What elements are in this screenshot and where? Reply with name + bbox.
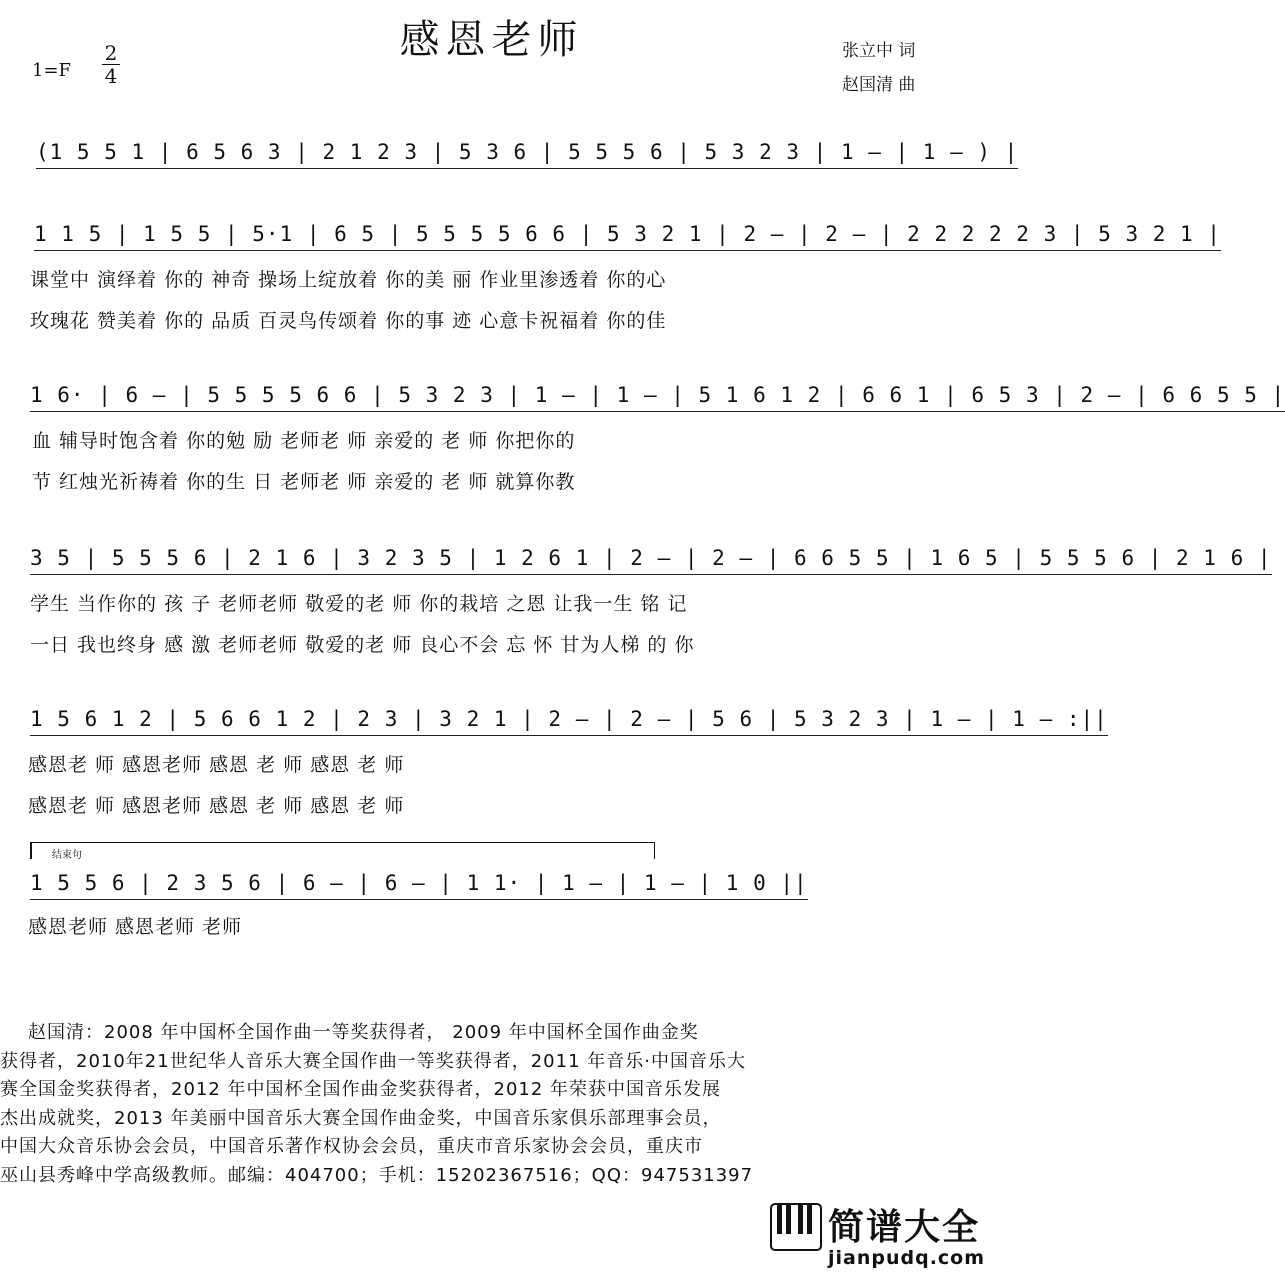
time-signature-bottom: 4	[104, 64, 118, 88]
staff-line-3: 1 6· | 6 — | 5 5 5 5 6 6 | 5 3 2 3 | 1 — | 1 — | 5 1 6 1 2 | 6 6 1 | 6 5 3 | 2 — | 6 6 5 5 |	[30, 383, 1285, 412]
lyric-line-5-verse-2: 感恩老 师 感恩老师 感恩 老 师 感恩 老 师	[28, 795, 405, 817]
lyric-line-3-verse-2: 节 红烛光祈祷着 你的生 日 老师老 师 亲爱的 老 师 就算你教	[32, 471, 576, 493]
staff-line-4: 3 5 | 5 5 5 6 | 2 1 6 | 3 2 3 5 | 1 2 6 1 | 2 — | 2 — | 6 6 5 5 | 1 6 5 | 5 5 5 6 | 2 1 6 |	[30, 546, 1272, 575]
key-signature: 1=F	[32, 60, 72, 81]
staff-line-1: (1 5 5 1 | 6 5 6 3 | 2 1 2 3 | 5 3 6 | 5 5 5 6 | 5 3 2 3 | 1 — | 1 — ) |	[36, 140, 1018, 169]
bio-line: 获得者，2010年21世纪华人音乐大赛全国作曲一等奖获得者，2011 年音乐·中国音乐大	[0, 1050, 746, 1072]
site-watermark	[770, 1203, 986, 1273]
lyric-line-2-verse-2: 玫瑰花 赞美着 你的 品质 百灵鸟传颂着 你的事 迹 心意卡祝福着 你的佳	[30, 310, 667, 332]
ending-bracket	[30, 842, 655, 859]
time-signature	[101, 42, 121, 87]
lyric-line-5-verse-1: 感恩老 师 感恩老师 感恩 老 师 感恩 老 师	[28, 754, 405, 776]
staff-line-5: 1 5 6 1 2 | 5 6 6 1 2 | 2 3 | 3 2 1 | 2 — | 2 — | 5 6 | 5 3 2 3 | 1 — | 1 — :||	[30, 707, 1108, 736]
bio-line: 中国大众音乐协会会员，中国音乐著作权协会会员，重庆市音乐家协会会员，重庆市	[0, 1136, 703, 1157]
bio-line: 赛全国金奖获得者，2012 年中国杯全国作曲金奖获得者，2012 年荣获中国音乐发展	[0, 1079, 722, 1100]
ending-label: 结束句	[52, 850, 82, 861]
lyric-line-4-verse-1: 学生 当作你的 孩 子 老师老师 敬爱的老 师 你的栽培 之恩 让我一生 铭 记	[30, 593, 688, 615]
staff-line-6: 1 5 5 6 | 2 3 5 6 | 6 — | 6 — | 1 1· | 1 — | 1 — | 1 0 ||	[30, 871, 808, 900]
time-signature-top: 2	[104, 41, 118, 65]
composer-credit: 赵国清 曲	[842, 75, 916, 95]
bio-line: 杰出成就奖，2013 年美丽中国音乐大赛全国作曲金奖，中国音乐家俱乐部理事会员，	[0, 1107, 722, 1129]
lyric-line-4-verse-2: 一日 我也终身 感 激 老师老师 敬爱的老 师 良心不会 忘 怀 甘为人梯 的 你	[30, 634, 695, 656]
lyric-line-3-verse-1: 血 辅导时饱含着 你的勉 励 老师老 师 亲爱的 老 师 你把你的	[32, 430, 576, 452]
composer-biography	[0, 1019, 983, 1190]
staff-line-2: 1 1 5 | 1 5 5 | 5·1 | 6 5 | 5 5 5 5 6 6 | 5 3 2 1 | 2 — | 2 — | 2 2 2 2 2 3 | 5 3 2 1 |	[34, 222, 1221, 251]
piano-keys-icon	[770, 1203, 822, 1251]
bio-line: 巫山县秀峰中学高级教师。邮编：404700；手机：15202367516；QQ：947531397	[0, 1164, 754, 1186]
lyricist-credit: 张立中 词	[842, 41, 916, 61]
lyric-line-6: 感恩老师 感恩老师 老师	[28, 916, 243, 938]
bio-line: 赵国清：2008 年中国杯全国作曲一等奖获得者， 2009 年中国杯全国作曲金奖	[28, 1022, 699, 1043]
watermark-url: jianpudq.com	[828, 1247, 986, 1269]
watermark-brand: 简谱大全	[828, 1207, 981, 1248]
lyric-line-2-verse-1: 课堂中 演绎着 你的 神奇 操场上绽放着 你的美 丽 作业里渗透着 你的心	[30, 269, 667, 291]
song-title: 感恩老师	[399, 17, 584, 63]
